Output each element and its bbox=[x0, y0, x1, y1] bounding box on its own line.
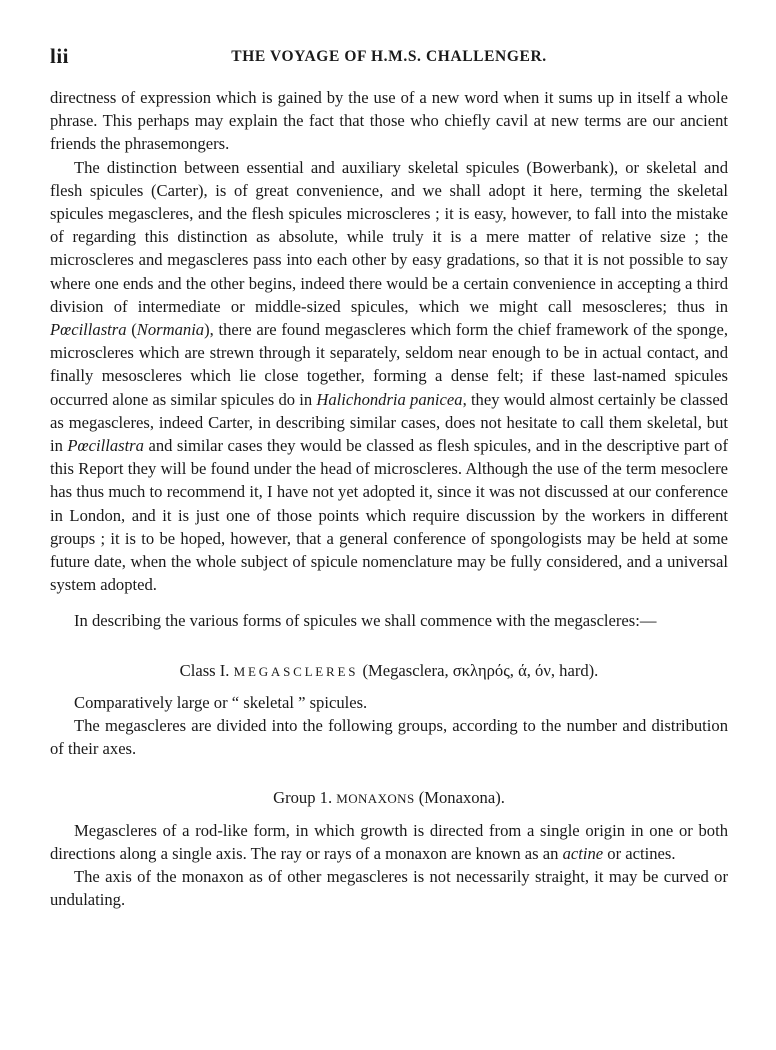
p2-genus-poecillastra-2: Pœcillastra bbox=[67, 436, 144, 456]
group-heading-suffix: (Monaxona). bbox=[414, 788, 505, 808]
running-head bbox=[50, 40, 728, 70]
p2-genus-poecillastra: Pœcillastra bbox=[50, 320, 127, 340]
p6-text-b: or actines. bbox=[603, 843, 676, 863]
p2-text-d: , they would almost certainly be classed as megascleres, indeed Carter, in describing similar cases, does not hesitate to call them skeletal, but in bbox=[50, 389, 728, 456]
group-heading-prefix: Group 1. bbox=[273, 788, 337, 808]
p6-text-a: Megascleres of a rod-like form, in which growth is directed from a single origin in one or both directions along a single axis. The ray or rays of a monaxon are known as an bbox=[50, 820, 728, 863]
paragraph-6 bbox=[50, 819, 728, 865]
class-heading-prefix: Class I. bbox=[179, 660, 234, 680]
class-heading bbox=[50, 659, 728, 683]
body-text bbox=[50, 86, 728, 912]
paragraph-2 bbox=[50, 156, 728, 597]
p2-text-c: ), there are found megascleres which form the chief framework of the sponge, microscleres which are strewn through it separately, seldom near enough to be in actual contact, and finally mesoscleres which lie close together, forming a dense felt; if these last-named spicules occurred alone as similar spicules do in bbox=[50, 320, 728, 409]
paragraph-7: The axis of the monaxon as of other megascleres is not necessarily straight, it may be curved or undulating. bbox=[50, 867, 728, 910]
p2-text-a: The distinction between essential and auxiliary skeletal spicules (Bowerbank), or skeletal and flesh spicules (Carter), is of great convenience, and we shall adopt it here, terming the skeletal spicules megascleres, and the flesh spicules microscleres ; it is easy, however, to fall into the mistake of regarding this distinction as absolute, while truly it is a mere matter of relative size ; the microscleres and megascleres pass into each other by easy gradations, so that it is not possible to say where one ends and the other begins, indeed there would be a certain convenience in accepting a third division of intermediate or middle-sized spicules, which we might call mesoscleres; thus in bbox=[50, 157, 728, 316]
p2-species-halichondria: Halichondria panicea bbox=[316, 389, 463, 409]
page-number: lii bbox=[50, 44, 70, 68]
paragraph-4: Comparatively large or “ skeletal ” spicules. bbox=[74, 692, 368, 712]
class-heading-caps: MEGASCLERES bbox=[233, 663, 359, 679]
p2-text-b: ( bbox=[126, 320, 137, 340]
paragraph-1: directness of expression which is gained by the use of a new word when it sums up in itself a whole phrase. This perhaps may explain the fact that those who chiefly cavil at new terms are our ancient friends the phrasemongers. bbox=[50, 88, 728, 154]
class-heading-suffix: (Megasclera, σκληρός, ά, όν, hard). bbox=[358, 660, 599, 680]
running-title: THE VOYAGE OF H.M.S. CHALLENGER. bbox=[231, 48, 547, 65]
p6-term-actine: actine bbox=[562, 843, 604, 863]
p2-text-e: and similar cases they would be classed as flesh spicules, and in the descriptive part of this Report they will be found under the head of microscleres. Although the use of the term mesoclere has thus much to recommend it, I have not yet adopted it, since it was not discussed at our conference in London, and it is just one of those points which require discussion by the workers in different groups ; it is to be hoped, however, that a general conference of spongologists may be held at some future date, when the whole subject of spicule nomenclature may be fully considered, and a universal system adopted. bbox=[50, 436, 728, 595]
paragraph-5: The megascleres are divided into the following groups, according to the number and distribution of their axes. bbox=[50, 716, 728, 759]
p2-genus-normania: Normania bbox=[136, 320, 205, 340]
group-heading bbox=[50, 786, 728, 810]
paragraph-3: In describing the various forms of spicules we shall commence with the megascleres:— bbox=[74, 611, 657, 631]
group-heading-caps: MONAXONS bbox=[336, 791, 415, 807]
